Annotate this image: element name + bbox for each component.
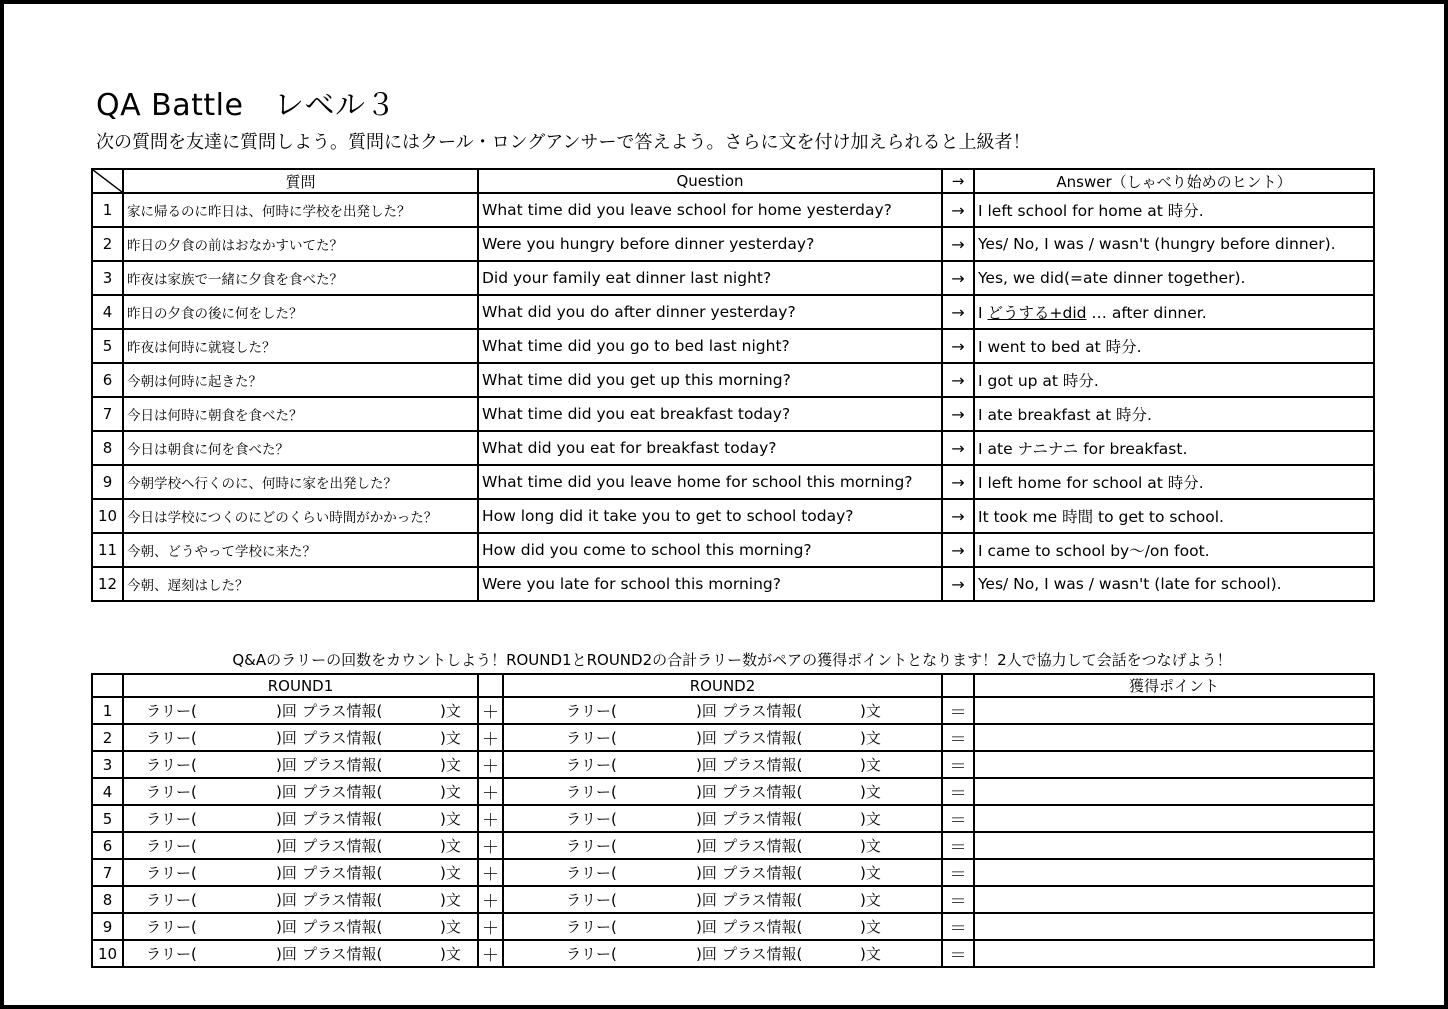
equals-sign: ＝ <box>942 778 974 805</box>
table-row <box>92 567 1374 601</box>
round1-fields <box>124 729 477 747</box>
rally-count-unit: )回 <box>696 702 717 720</box>
plus-sign: ＋ <box>478 832 503 859</box>
rally-count-unit: )回 <box>696 891 717 909</box>
plus-sign: ＋ <box>478 778 503 805</box>
round2-slot <box>503 940 942 967</box>
answer-hint: It took me 時間 to get to school. <box>974 499 1374 533</box>
plus-info-field[interactable]: プラス情報( <box>302 702 383 720</box>
arrow-cell: → <box>942 329 974 363</box>
arrow-cell: → <box>942 261 974 295</box>
question-en: What time did you go to bed last night? <box>478 329 942 363</box>
rally-count-unit: )回 <box>276 918 297 936</box>
round2-fields <box>504 864 941 882</box>
rally-row <box>92 724 1374 751</box>
question-en: What time did you leave home for school this morning? <box>478 465 942 499</box>
round2-slot <box>503 832 942 859</box>
rally-table <box>91 673 1375 968</box>
round1-fields <box>124 891 477 909</box>
plus-info-unit: )文 <box>860 756 881 774</box>
table-row <box>92 465 1374 499</box>
rally-count-unit: )回 <box>696 918 717 936</box>
question-en: What did you do after dinner yesterday? <box>478 295 942 329</box>
plus-info-field[interactable]: プラス情報( <box>302 729 383 747</box>
question-en: What time did you eat breakfast today? <box>478 397 942 431</box>
plus-sign: ＋ <box>478 886 503 913</box>
plus-info-unit: )文 <box>860 918 881 936</box>
equals-sign: ＝ <box>942 724 974 751</box>
rally-count-field[interactable]: ラリー( <box>566 918 617 936</box>
points-field[interactable] <box>974 886 1374 913</box>
answer-hint: Yes/ No, I was / wasn't (hungry before dinner). <box>974 227 1374 261</box>
corner-cell <box>92 169 123 193</box>
question-jp: 今朝は何時に起きた？ <box>123 363 478 397</box>
question-en: What time did you get up this morning? <box>478 363 942 397</box>
plus-sign: ＋ <box>478 859 503 886</box>
plus-sign: ＋ <box>478 940 503 967</box>
question-jp: 昨夜は家族で一緒に夕食を食べた？ <box>123 261 478 295</box>
rally-count-field[interactable]: ラリー( <box>146 864 197 882</box>
round1-slot <box>123 940 478 967</box>
rally-count-unit: )回 <box>276 783 297 801</box>
row-number: 10 <box>92 499 123 533</box>
header-plus-blank <box>478 674 503 697</box>
plus-info-field[interactable]: プラス情報( <box>722 756 803 774</box>
answer-hint: Yes, we did(=ate dinner together). <box>974 261 1374 295</box>
arrow-cell: → <box>942 499 974 533</box>
plus-sign: ＋ <box>478 751 503 778</box>
row-number: 6 <box>92 363 123 397</box>
rally-row <box>92 832 1374 859</box>
round2-slot <box>503 913 942 940</box>
equals-sign: ＝ <box>942 805 974 832</box>
header-question-en: Question <box>478 169 942 193</box>
points-field[interactable] <box>974 697 1374 724</box>
points-field[interactable] <box>974 778 1374 805</box>
round2-slot <box>503 805 942 832</box>
rally-row <box>92 778 1374 805</box>
rally-count-unit: )回 <box>276 864 297 882</box>
arrow-cell: → <box>942 363 974 397</box>
points-field[interactable] <box>974 940 1374 967</box>
round1-slot <box>123 886 478 913</box>
round2-slot <box>503 859 942 886</box>
instruction-text: 次の質問を友達に質問しよう。質問にはクール・ロングアンサーで答えよう。さらに文を付け加えられると上級者！ <box>96 132 1031 153</box>
header-round2: ROUND2 <box>503 674 942 697</box>
question-jp: 昨日の夕食の後に何をした？ <box>123 295 478 329</box>
round1-fields <box>124 810 477 828</box>
round2-fields <box>504 945 941 963</box>
rally-count-unit: )回 <box>276 891 297 909</box>
points-field[interactable] <box>974 832 1374 859</box>
plus-info-field[interactable]: プラス情報( <box>302 945 383 963</box>
rally-corner-cell <box>92 674 123 697</box>
rally-count-field[interactable]: ラリー( <box>566 810 617 828</box>
row-number: 8 <box>92 431 123 465</box>
table-row <box>92 431 1374 465</box>
answer-underlined: どうする+did <box>987 304 1087 322</box>
points-field[interactable] <box>974 751 1374 778</box>
plus-sign: ＋ <box>478 805 503 832</box>
plus-info-field[interactable]: プラス情報( <box>302 756 383 774</box>
equals-sign: ＝ <box>942 886 974 913</box>
plus-info-unit: )文 <box>440 783 461 801</box>
rally-count-field[interactable]: ラリー( <box>566 837 617 855</box>
plus-info-field[interactable]: プラス情報( <box>722 864 803 882</box>
row-number: 9 <box>92 465 123 499</box>
equals-sign: ＝ <box>942 697 974 724</box>
arrow-cell: → <box>942 567 974 601</box>
plus-info-field[interactable]: プラス情報( <box>722 810 803 828</box>
question-jp: 家に帰るのに昨日は、何時に学校を出発した？ <box>123 193 478 227</box>
rally-count-field[interactable]: ラリー( <box>146 756 197 774</box>
rally-count-field[interactable]: ラリー( <box>566 783 617 801</box>
question-jp: 今日は朝食に何を食べた？ <box>123 431 478 465</box>
plus-info-unit: )文 <box>440 810 461 828</box>
question-jp: 今日は何時に朝食を食べた？ <box>123 397 478 431</box>
plus-info-field[interactable]: プラス情報( <box>722 945 803 963</box>
rally-count-unit: )回 <box>276 702 297 720</box>
rally-row-number: 8 <box>92 886 123 913</box>
row-number: 1 <box>92 193 123 227</box>
table-row <box>92 227 1374 261</box>
equals-sign: ＝ <box>942 940 974 967</box>
round2-fields <box>504 810 941 828</box>
plus-info-unit: )文 <box>440 864 461 882</box>
table-row <box>92 295 1374 329</box>
equals-sign: ＝ <box>942 913 974 940</box>
rally-count-unit: )回 <box>276 945 297 963</box>
rally-count-unit: )回 <box>696 837 717 855</box>
question-jp: 今朝、どうやって学校に来た？ <box>123 533 478 567</box>
round2-fields <box>504 702 941 720</box>
plus-info-unit: )文 <box>440 702 461 720</box>
round2-slot <box>503 751 942 778</box>
round1-fields <box>124 702 477 720</box>
header-points: 獲得ポイント <box>974 674 1374 697</box>
rally-count-field[interactable]: ラリー( <box>566 756 617 774</box>
round1-fields <box>124 756 477 774</box>
round2-fields <box>504 837 941 855</box>
rally-count-field[interactable]: ラリー( <box>566 891 617 909</box>
plus-info-unit: )文 <box>440 891 461 909</box>
round1-slot <box>123 778 478 805</box>
rally-count-unit: )回 <box>696 756 717 774</box>
round2-fields <box>504 891 941 909</box>
answer-hint: I came to school by～/on foot. <box>974 533 1374 567</box>
round2-slot <box>503 778 942 805</box>
rally-row-number: 1 <box>92 697 123 724</box>
question-en: What time did you leave school for home yesterday? <box>478 193 942 227</box>
round1-slot <box>123 724 478 751</box>
table-row <box>92 397 1374 431</box>
points-field[interactable] <box>974 859 1374 886</box>
equals-sign: ＝ <box>942 832 974 859</box>
arrow-cell: → <box>942 193 974 227</box>
rally-count-unit: )回 <box>696 945 717 963</box>
plus-info-unit: )文 <box>860 864 881 882</box>
row-number: 3 <box>92 261 123 295</box>
rally-row-number: 6 <box>92 832 123 859</box>
arrow-cell: → <box>942 397 974 431</box>
plus-info-field[interactable]: プラス情報( <box>302 918 383 936</box>
rally-count-field[interactable]: ラリー( <box>566 702 617 720</box>
question-en: Were you hungry before dinner yesterday? <box>478 227 942 261</box>
row-number: 2 <box>92 227 123 261</box>
rally-caption: Q&Aのラリーの回数をカウントしよう！ROUND1とROUND2の合計ラリー数がペアの獲得ポイントとなります！2人で協力して会話をつなげよう！ <box>232 651 1232 669</box>
header-equals-blank <box>942 674 974 697</box>
rally-row-number: 3 <box>92 751 123 778</box>
round2-fields <box>504 918 941 936</box>
rally-count-unit: )回 <box>276 837 297 855</box>
rally-count-unit: )回 <box>696 864 717 882</box>
round2-fields <box>504 729 941 747</box>
plus-sign: ＋ <box>478 724 503 751</box>
plus-info-field[interactable]: プラス情報( <box>722 891 803 909</box>
round2-slot <box>503 697 942 724</box>
round2-slot <box>503 724 942 751</box>
round2-fields <box>504 756 941 774</box>
plus-info-field[interactable]: プラス情報( <box>302 864 383 882</box>
round1-slot <box>123 859 478 886</box>
plus-info-field[interactable]: プラス情報( <box>722 918 803 936</box>
rally-count-unit: )回 <box>276 810 297 828</box>
answer-prefix: I <box>978 304 988 322</box>
round1-slot <box>123 697 478 724</box>
round2-fields <box>504 783 941 801</box>
round1-fields <box>124 945 477 963</box>
table-row <box>92 363 1374 397</box>
row-number: 11 <box>92 533 123 567</box>
round1-fields <box>124 864 477 882</box>
arrow-cell: → <box>942 465 974 499</box>
question-jp: 今朝、遅刻はした？ <box>123 567 478 601</box>
rally-row <box>92 859 1374 886</box>
points-field[interactable] <box>974 805 1374 832</box>
equals-sign: ＝ <box>942 859 974 886</box>
round1-fields <box>124 918 477 936</box>
question-en: How did you come to school this morning? <box>478 533 942 567</box>
question-jp: 昨日の夕食の前はおなかすいてた？ <box>123 227 478 261</box>
diagonal-line-icon <box>93 170 122 192</box>
question-jp: 今日は学校につくのにどのくらい時間がかかった？ <box>123 499 478 533</box>
round2-slot <box>503 886 942 913</box>
question-en: How long did it take you to get to school today? <box>478 499 942 533</box>
rally-row-number: 7 <box>92 859 123 886</box>
points-field[interactable] <box>974 724 1374 751</box>
plus-info-field[interactable]: プラス情報( <box>722 702 803 720</box>
header-question-jp: 質問 <box>123 169 478 193</box>
rally-count-field[interactable]: ラリー( <box>566 729 617 747</box>
plus-info-unit: )文 <box>440 918 461 936</box>
answer-hint <box>974 295 1374 329</box>
plus-info-field[interactable]: プラス情報( <box>722 783 803 801</box>
rally-count-field[interactable]: ラリー( <box>566 864 617 882</box>
rally-count-field[interactable]: ラリー( <box>146 837 197 855</box>
plus-info-field[interactable]: プラス情報( <box>302 783 383 801</box>
rally-count-unit: )回 <box>696 810 717 828</box>
plus-info-field[interactable]: プラス情報( <box>722 729 803 747</box>
qa-table <box>91 168 1375 602</box>
header-round1: ROUND1 <box>123 674 478 697</box>
plus-info-field[interactable]: プラス情報( <box>722 837 803 855</box>
rally-row-number: 2 <box>92 724 123 751</box>
arrow-cell: → <box>942 533 974 567</box>
qa-header-row <box>92 169 1374 193</box>
plus-info-unit: )文 <box>440 729 461 747</box>
rally-count-unit: )回 <box>696 783 717 801</box>
plus-info-unit: )文 <box>440 756 461 774</box>
row-number: 12 <box>92 567 123 601</box>
plus-info-unit: )文 <box>860 945 881 963</box>
plus-info-unit: )文 <box>860 891 881 909</box>
table-row <box>92 261 1374 295</box>
plus-sign: ＋ <box>478 913 503 940</box>
rally-count-unit: )回 <box>276 756 297 774</box>
rally-count-field[interactable]: ラリー( <box>146 945 197 963</box>
table-row <box>92 499 1374 533</box>
plus-sign: ＋ <box>478 697 503 724</box>
rally-count-unit: )回 <box>696 729 717 747</box>
table-row <box>92 193 1374 227</box>
plus-info-field[interactable]: プラス情報( <box>302 837 383 855</box>
row-number: 4 <box>92 295 123 329</box>
plus-info-field[interactable]: プラス情報( <box>302 891 383 909</box>
rally-count-field[interactable]: ラリー( <box>146 702 197 720</box>
row-number: 7 <box>92 397 123 431</box>
points-field[interactable] <box>974 913 1374 940</box>
answer-hint: Yes/ No, I was / wasn't (late for school). <box>974 567 1374 601</box>
rally-row <box>92 913 1374 940</box>
rally-count-field[interactable]: ラリー( <box>146 891 197 909</box>
plus-info-unit: )文 <box>860 837 881 855</box>
question-en: Did your family eat dinner last night? <box>478 261 942 295</box>
round1-slot <box>123 913 478 940</box>
rally-header-row <box>92 674 1374 697</box>
round1-fields <box>124 783 477 801</box>
round1-slot <box>123 751 478 778</box>
answer-suffix: … after dinner. <box>1086 304 1207 322</box>
answer-hint: I ate ナニナニ for breakfast. <box>974 431 1374 465</box>
question-en: Were you late for school this morning? <box>478 567 942 601</box>
answer-hint: I left home for school at 時分. <box>974 465 1374 499</box>
plus-info-unit: )文 <box>860 783 881 801</box>
question-jp: 昨夜は何時に就寝した？ <box>123 329 478 363</box>
answer-hint: I ate breakfast at 時分. <box>974 397 1374 431</box>
plus-info-unit: )文 <box>440 837 461 855</box>
rally-count-field[interactable]: ラリー( <box>566 945 617 963</box>
rally-count-field[interactable]: ラリー( <box>146 918 197 936</box>
rally-row <box>92 805 1374 832</box>
plus-info-unit: )文 <box>860 810 881 828</box>
header-answer: Answer（しゃべり始めのヒント） <box>974 169 1374 193</box>
question-jp: 今朝学校へ行くのに、何時に家を出発した？ <box>123 465 478 499</box>
page-title: QA Battle レベル３ <box>96 88 396 123</box>
rally-row <box>92 940 1374 967</box>
round1-slot <box>123 805 478 832</box>
round1-slot <box>123 832 478 859</box>
rally-row-number: 9 <box>92 913 123 940</box>
rally-count-field[interactable]: ラリー( <box>146 729 197 747</box>
rally-count-unit: )回 <box>276 729 297 747</box>
plus-info-unit: )文 <box>860 702 881 720</box>
rally-row-number: 4 <box>92 778 123 805</box>
table-row <box>92 329 1374 363</box>
rally-row <box>92 886 1374 913</box>
arrow-cell: → <box>942 431 974 465</box>
rally-count-field[interactable]: ラリー( <box>146 783 197 801</box>
question-en: What did you eat for breakfast today? <box>478 431 942 465</box>
round1-fields <box>124 837 477 855</box>
rally-row-number: 10 <box>92 940 123 967</box>
arrow-cell: → <box>942 227 974 261</box>
rally-row-number: 5 <box>92 805 123 832</box>
rally-row <box>92 751 1374 778</box>
header-arrow: → <box>942 169 974 193</box>
answer-hint: I went to bed at 時分. <box>974 329 1374 363</box>
plus-info-field[interactable]: プラス情報( <box>302 810 383 828</box>
answer-hint: I got up at 時分. <box>974 363 1374 397</box>
plus-info-unit: )文 <box>860 729 881 747</box>
plus-info-unit: )文 <box>440 945 461 963</box>
table-row <box>92 533 1374 567</box>
row-number: 5 <box>92 329 123 363</box>
rally-count-field[interactable]: ラリー( <box>146 810 197 828</box>
equals-sign: ＝ <box>942 751 974 778</box>
arrow-cell: → <box>942 295 974 329</box>
rally-row <box>92 697 1374 724</box>
answer-hint: I left school for home at 時分. <box>974 193 1374 227</box>
